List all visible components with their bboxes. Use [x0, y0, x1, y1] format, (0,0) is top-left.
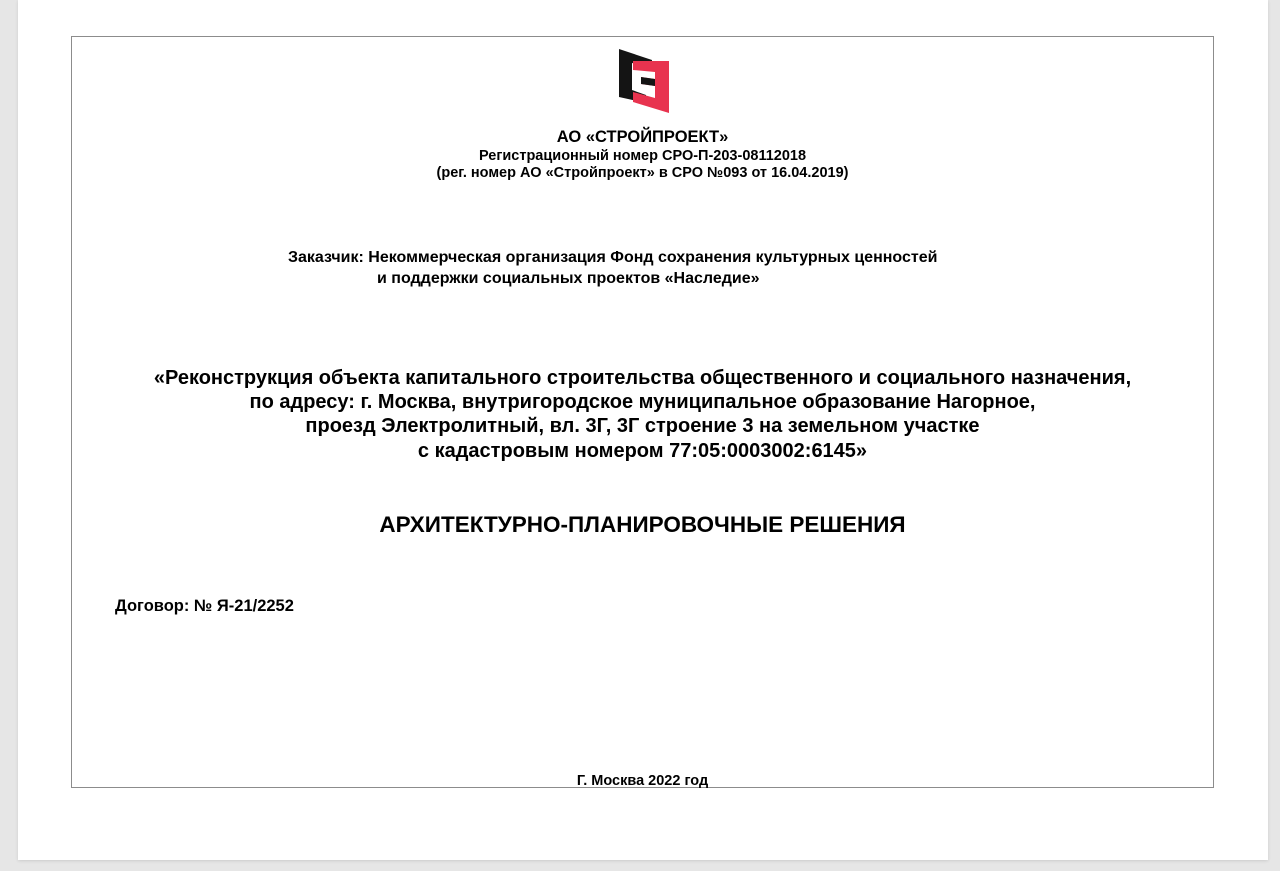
company-name: АО «СТРОЙПРОЕКТ»: [556, 127, 729, 146]
logo-dark-notch: [641, 77, 655, 86]
project-title-line: проезд Электролитный, вл. 3Г, 3Г строение 3 на земельном участке: [305, 415, 980, 438]
customer-line-2: и поддержки социальных проектов «Наследие»: [377, 270, 760, 287]
registration-note: (рег. номер АО «Стройпроект» в СРО №093 от 16.04.2019): [436, 164, 849, 181]
project-title-line: с кадастровым номером 77:05:0003002:6145»: [417, 439, 868, 462]
place-and-year: Г. Москва 2022 год: [576, 772, 709, 789]
stroyproekt-logo-icon: [618, 48, 670, 114]
project-title: [72, 366, 1213, 463]
section-heading: АРХИТЕКТУРНО-ПЛАНИРОВОЧНЫЕ РЕШЕНИЯ: [379, 512, 906, 537]
document-page: [18, 0, 1268, 860]
title-page-frame: [71, 36, 1214, 788]
logo-graphic: [618, 48, 670, 114]
registration-number: Регистрационный номер СРО-П-203-08112018: [478, 147, 807, 164]
project-title-line: «Реконструкция объекта капитального строительства общественного и социального назначения,: [153, 366, 1132, 389]
contract-number: Договор: № Я-21/2252: [115, 597, 294, 615]
logo-accent-shape: [633, 61, 669, 113]
customer-line-1: Заказчик: Некоммерческая организация Фонд сохранения культурных ценностей: [288, 249, 938, 266]
project-title-line: по адресу: г. Москва, внутригородское муниципальное образование Нагорное,: [249, 391, 1036, 414]
